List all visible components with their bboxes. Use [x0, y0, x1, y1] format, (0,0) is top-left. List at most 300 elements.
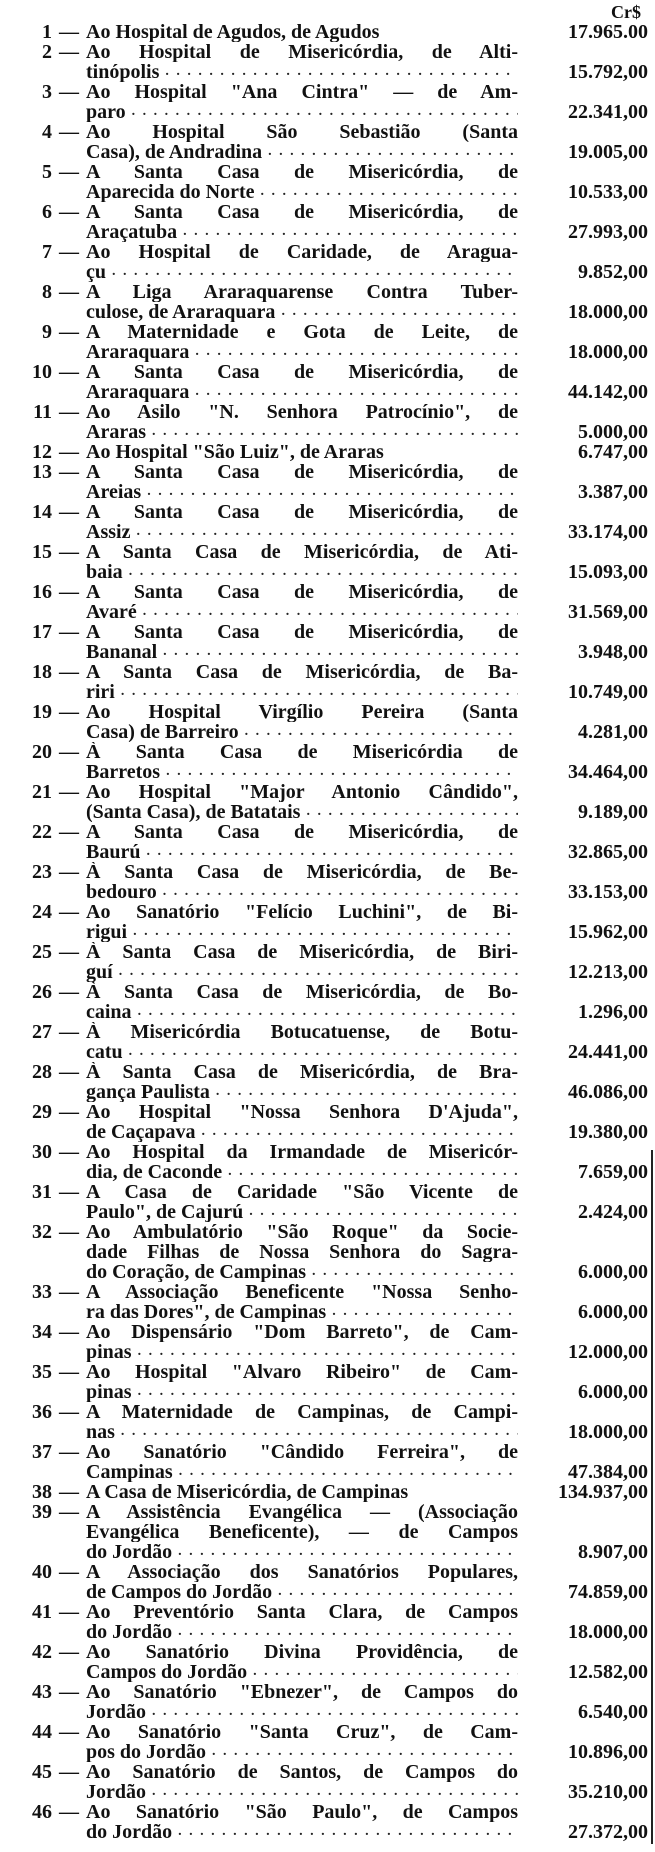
list-item: [0, 462, 655, 502]
list-item: [0, 1482, 655, 1502]
entry-text: [86, 982, 518, 1022]
list-item: [0, 402, 655, 442]
entry-line-text: do Jordão: [86, 1542, 173, 1562]
list-item: [0, 362, 655, 402]
entry-amount: 12.582,00: [568, 1661, 648, 1683]
entry-number: 32: [32, 1221, 52, 1243]
entry-number: 22: [32, 821, 52, 843]
entry-text: [86, 582, 518, 622]
entry-line: Ao Hospital São Sebastião (Santa: [86, 122, 518, 142]
entry-line: [86, 1582, 518, 1602]
entry-text: [86, 502, 518, 542]
dot-leader: [138, 1382, 518, 1402]
list-item: [0, 982, 655, 1022]
list-item: [0, 1562, 655, 1602]
dot-leader: [332, 1302, 518, 1322]
entry-line: [86, 722, 518, 742]
entry-line: [86, 262, 518, 282]
entry-amount: 15.962,00: [568, 921, 648, 943]
entry-text: [86, 1762, 518, 1802]
entry-dash: —: [59, 1321, 79, 1343]
entry-amount: 46.086,00: [568, 1081, 648, 1103]
dot-leader: [178, 1822, 518, 1842]
entry-number: 41: [32, 1601, 52, 1623]
entry-text: [86, 282, 518, 322]
dot-leader: [129, 562, 518, 582]
entry-number: 30: [32, 1141, 52, 1163]
entry-dash: —: [59, 21, 79, 43]
dot-leader: [278, 1582, 518, 1602]
entry-text: [86, 942, 518, 982]
dot-leader: [179, 1462, 518, 1482]
entry-line-text: (Santa Casa), de Batatais: [86, 802, 301, 822]
entry-dash: —: [59, 461, 79, 483]
entry-amount: 2.424,00: [578, 1201, 648, 1223]
entry-line: [86, 102, 518, 122]
entry-line: Ao Hospital da Irmandade de Misericór-: [86, 1142, 518, 1162]
entry-line: A Maternidade e Gota de Leite, de: [86, 322, 518, 342]
entry-dash: —: [59, 661, 79, 683]
entry-dash: —: [59, 581, 79, 603]
entry-line: À Santa Casa de Misericórdia, de Bo-: [86, 982, 518, 1002]
dot-leader: [133, 922, 518, 942]
dot-leader: [212, 1742, 518, 1762]
entry-number: 21: [32, 781, 52, 803]
entry-line: [86, 642, 518, 662]
list-item: [0, 662, 655, 702]
list-item: [0, 502, 655, 542]
entry-amount: 6.540,00: [578, 1701, 648, 1723]
entry-line: [86, 142, 518, 162]
entry-line: [86, 482, 518, 502]
entry-amount: 1.296,00: [578, 1001, 648, 1023]
entry-line-text: Jordão: [86, 1702, 146, 1722]
entry-dash: —: [59, 981, 79, 1003]
dot-leader: [136, 522, 518, 542]
entry-line: Ao Preventório Santa Clara, de Campos: [86, 1602, 518, 1622]
entry-dash: —: [59, 541, 79, 563]
entry-amount: 10.749,00: [568, 681, 648, 703]
entry-text: [86, 1802, 518, 1842]
entry-dash: —: [59, 1761, 79, 1783]
list-item: [0, 1602, 655, 1642]
dot-leader: [312, 1262, 518, 1282]
entry-amount: 33.153,00: [568, 881, 648, 903]
entry-line: A Santa Casa de Misericórdia, de Ati-: [86, 542, 518, 562]
entry-text: [86, 662, 518, 702]
entry-number: 15: [32, 541, 52, 563]
entry-line: [86, 562, 518, 582]
entry-amount: 134.937,00: [558, 1481, 648, 1503]
entry-line: [86, 1542, 518, 1562]
entry-number: 19: [32, 701, 52, 723]
list-item: [0, 1402, 655, 1442]
entry-line-text: rigui: [86, 922, 128, 942]
entry-line: À Santa Casa de Misericórdia de: [86, 742, 518, 762]
entry-number: 16: [32, 581, 52, 603]
entry-line: [86, 1042, 518, 1062]
entry-text: [86, 462, 518, 502]
entry-line: [86, 1002, 518, 1022]
entry-amount: 17.965.00: [568, 21, 648, 43]
entry-dash: —: [59, 401, 79, 423]
entry-dash: —: [59, 201, 79, 223]
entry-dash: —: [59, 281, 79, 303]
entry-amount: 47.384,00: [568, 1461, 648, 1483]
entry-line-text: baia: [86, 562, 123, 582]
list-item: [0, 202, 655, 242]
entry-text: [86, 1062, 518, 1102]
entry-line: [86, 22, 518, 42]
entry-text: [86, 402, 518, 442]
entry-line: A Associação dos Sanatórios Populares,: [86, 1562, 518, 1582]
list-item: [0, 1642, 655, 1682]
entry-dash: —: [59, 1641, 79, 1663]
entry-line-text: do Jordão: [86, 1822, 173, 1842]
entry-number: 10: [32, 361, 52, 383]
entry-text: [86, 702, 518, 742]
entry-number: 45: [32, 1761, 52, 1783]
entry-text: [86, 1602, 518, 1642]
entry-dash: —: [59, 81, 79, 103]
list-item: [0, 822, 655, 862]
entry-line-text: Campinas: [86, 1462, 173, 1482]
entry-text: [86, 1682, 518, 1722]
entry-line: [86, 1162, 518, 1182]
entry-amount: 18.000,00: [568, 301, 648, 323]
entry-line-text: Araras: [86, 422, 146, 442]
list-item: [0, 1322, 655, 1362]
entry-line-text: Barretos: [86, 762, 161, 782]
entry-text: [86, 1142, 518, 1182]
entry-text: [86, 1022, 518, 1062]
list-item: [0, 162, 655, 202]
entry-amount: 6.747,00: [578, 441, 648, 463]
entry-dash: —: [59, 1681, 79, 1703]
entry-line: A Santa Casa de Misericórdia, de: [86, 202, 518, 222]
entry-number: 18: [32, 661, 52, 683]
entry-line-text: pos do Jordão: [86, 1742, 207, 1762]
entry-dash: —: [59, 501, 79, 523]
entry-line-text: Baurú: [86, 842, 141, 862]
entry-line-text: Bananal: [86, 642, 158, 662]
dot-leader: [138, 1002, 518, 1022]
dot-leader: [216, 1082, 518, 1102]
entry-number: 39: [32, 1501, 52, 1523]
entry-line: [86, 1262, 518, 1282]
dot-leader: [249, 1202, 518, 1222]
entry-text: [86, 1322, 518, 1362]
list-item: [0, 742, 655, 782]
entry-line: [86, 1662, 518, 1682]
entry-text: [86, 42, 518, 82]
entry-line-text: caina: [86, 1002, 132, 1022]
entry-text: [86, 742, 518, 782]
list-item: [0, 1182, 655, 1222]
list-item: [0, 1142, 655, 1182]
entry-number: 17: [32, 621, 52, 643]
entry-dash: —: [59, 121, 79, 143]
entry-line: [86, 1462, 518, 1482]
entry-number: 42: [32, 1641, 52, 1663]
entry-text: [86, 1442, 518, 1482]
entry-line: [86, 1702, 518, 1722]
entry-dash: —: [59, 441, 79, 463]
entry-text: [86, 1562, 518, 1602]
list-item: [0, 122, 655, 162]
entry-line: [86, 682, 518, 702]
entry-text: [86, 322, 518, 362]
entry-line-text: A Casa de Misericórdia, de Campinas: [86, 1482, 409, 1502]
entry-dash: —: [59, 1061, 79, 1083]
entry-dash: —: [59, 1021, 79, 1043]
entry-dash: —: [59, 1561, 79, 1583]
entry-line-text: Araçatuba: [86, 222, 178, 242]
entry-line-text: nas: [86, 1422, 115, 1442]
entry-number: 29: [32, 1101, 52, 1123]
dot-leader: [261, 182, 519, 202]
entry-text: [86, 22, 518, 42]
entry-dash: —: [59, 1221, 79, 1243]
dot-leader: [178, 1622, 518, 1642]
entry-amount: 24.441,00: [568, 1041, 648, 1063]
entry-text: [86, 442, 518, 462]
entry-line: A Assistência Evangélica — (Associação: [86, 1502, 518, 1522]
entry-line: Ao Sanatório de Santos, de Campos do: [86, 1762, 518, 1782]
list-item: [0, 322, 655, 362]
entry-number: 13: [32, 461, 52, 483]
list-item: [0, 1802, 655, 1842]
list-item: [0, 1062, 655, 1102]
entry-line-text: Casa) de Barreiro: [86, 722, 239, 742]
entry-text: [86, 162, 518, 202]
entry-dash: —: [59, 241, 79, 263]
dot-leader: [143, 602, 518, 622]
entry-line: [86, 522, 518, 542]
entry-dash: —: [59, 1501, 79, 1523]
entry-dash: —: [59, 1141, 79, 1163]
entry-line-text: Jordão: [86, 1782, 146, 1802]
entry-amount: 4.281,00: [578, 721, 648, 743]
entry-text: [86, 362, 518, 402]
entry-line-text: Aparecida do Norte: [86, 182, 255, 202]
entry-line-text: çu: [86, 262, 106, 282]
entry-dash: —: [59, 821, 79, 843]
entry-line: A Santa Casa de Misericórdia, de: [86, 822, 518, 842]
entry-text: [86, 862, 518, 902]
entry-line: [86, 62, 518, 82]
entry-line: À Santa Casa de Misericórdia, de Biri-: [86, 942, 518, 962]
entry-line: [86, 222, 518, 242]
entry-number: 20: [32, 741, 52, 763]
entry-line: Ao Hospital de Misericórdia, de Alti-: [86, 42, 518, 62]
dot-leader: [138, 1342, 518, 1362]
entry-dash: —: [59, 941, 79, 963]
entry-amount: 18.000,00: [568, 1621, 648, 1643]
entry-number: 33: [32, 1281, 52, 1303]
entry-line: A Santa Casa de Misericórdia, de: [86, 502, 518, 522]
entry-amount: 15.093,00: [568, 561, 648, 583]
entry-line-text: pinas: [86, 1342, 132, 1362]
list-item: [0, 282, 655, 322]
entry-line: [86, 802, 518, 822]
entry-line: [86, 1822, 518, 1842]
entry-number: 23: [32, 861, 52, 883]
entry-line-text: Ao Hospital de Agudos, de Agudos: [86, 22, 380, 42]
entry-dash: —: [59, 1721, 79, 1743]
entry-amount: 8.907,00: [578, 1541, 648, 1563]
entry-text: [86, 622, 518, 662]
entry-line-text: de Caçapava: [86, 1122, 196, 1142]
dot-leader: [195, 382, 518, 402]
entry-line: [86, 1622, 518, 1642]
column-rule: [651, 1150, 653, 1844]
dot-leader: [195, 342, 518, 362]
entry-line: Ao Hospital "Nossa Senhora D'Ajuda",: [86, 1102, 518, 1122]
entry-line: Ao Hospital Virgílio Pereira (Santa: [86, 702, 518, 722]
entry-amount: 27.372,00: [568, 1821, 648, 1843]
entry-line-text: Assiz: [86, 522, 131, 542]
entry-line-text: Ao Hospital "São Luiz", de Araras: [86, 442, 384, 462]
entry-line: Ao Sanatório Divina Providência, de: [86, 1642, 518, 1662]
dot-leader: [121, 682, 518, 702]
list-item: [0, 22, 655, 42]
entry-line: Ao Sanatório "Ebnezer", de Campos do: [86, 1682, 518, 1702]
entry-amount: 35.210,00: [568, 1781, 648, 1803]
dot-leader: [178, 1542, 518, 1562]
entry-amount: 9.852,00: [578, 261, 648, 283]
list-item: [0, 702, 655, 742]
dot-leader: [183, 222, 518, 242]
entry-line: A Santa Casa de Misericórdia, de: [86, 462, 518, 482]
entry-text: [86, 1482, 518, 1502]
entry-line: [86, 1382, 518, 1402]
dot-leader: [245, 722, 518, 742]
dot-leader: [163, 882, 518, 902]
dot-leader: [147, 482, 518, 502]
list-item: [0, 242, 655, 282]
entry-number: 37: [32, 1441, 52, 1463]
entry-dash: —: [59, 361, 79, 383]
list-item: [0, 862, 655, 902]
entry-line: [86, 762, 518, 782]
dot-leader: [121, 1422, 518, 1442]
entry-line: [86, 382, 518, 402]
dot-leader: [201, 1122, 518, 1142]
entry-dash: —: [59, 1801, 79, 1823]
list-item: [0, 942, 655, 982]
entry-number: 12: [32, 441, 52, 463]
list-item: [0, 82, 655, 122]
entry-dash: —: [59, 1401, 79, 1423]
entry-amount: 31.569,00: [568, 601, 648, 623]
dot-leader: [228, 1162, 518, 1182]
entry-number: 43: [32, 1681, 52, 1703]
list-item: [0, 1102, 655, 1142]
entry-line: Ao Hospital de Caridade, de Aragua-: [86, 242, 518, 262]
entry-amount: 12.000,00: [568, 1341, 648, 1363]
entry-line: Ao Sanatório "Cândido Ferreira", de: [86, 1442, 518, 1462]
entry-line: [86, 1082, 518, 1102]
entry-line: À Misericórdia Botucatuense, de Botu-: [86, 1022, 518, 1042]
entry-dash: —: [59, 1601, 79, 1623]
entry-number: 28: [32, 1061, 52, 1083]
entry-line: Ao Sanatório "Santa Cruz", de Cam-: [86, 1722, 518, 1742]
entry-amount: 9.189,00: [578, 801, 648, 823]
entry-line-text: Araraquara: [86, 382, 190, 402]
entry-number: 24: [32, 901, 52, 923]
list-item: [0, 1502, 655, 1562]
entry-line: À Santa Casa de Misericórdia, de Be-: [86, 862, 518, 882]
dot-leader: [152, 422, 518, 442]
entry-amount: 5.000,00: [578, 421, 648, 443]
list-item: [0, 1282, 655, 1322]
entry-dash: —: [59, 1181, 79, 1203]
entry-number: 35: [32, 1361, 52, 1383]
list-item: [0, 542, 655, 582]
dot-leader: [132, 102, 518, 122]
entry-number: 5: [42, 161, 52, 183]
entry-number: 1: [42, 21, 52, 43]
entry-line: A Santa Casa de Misericórdia, de: [86, 622, 518, 642]
entry-number: 46: [32, 1801, 52, 1823]
entry-number: 2: [42, 41, 52, 63]
entry-text: [86, 82, 518, 122]
entry-line-text: ra das Dores", de Campinas: [86, 1302, 327, 1322]
entry-amount: 74.859,00: [568, 1581, 648, 1603]
allocation-list: [0, 22, 655, 1842]
entry-dash: —: [59, 781, 79, 803]
entry-line: Ao Dispensário "Dom Barreto", de Cam-: [86, 1322, 518, 1342]
list-item: [0, 1022, 655, 1062]
entry-amount: 7.659,00: [578, 1161, 648, 1183]
entry-amount: 10.896,00: [568, 1741, 648, 1763]
entry-text: [86, 902, 518, 942]
list-item: [0, 1222, 655, 1282]
entry-line: [86, 302, 518, 322]
entry-text: [86, 1222, 518, 1282]
entry-line-text: pinas: [86, 1382, 132, 1402]
entry-line: Ao Hospital "Alvaro Ribeiro" de Cam-: [86, 1362, 518, 1382]
entry-line: [86, 1422, 518, 1442]
dot-leader: [165, 62, 518, 82]
entry-amount: 6.000,00: [578, 1381, 648, 1403]
entry-dash: —: [59, 161, 79, 183]
entry-line-text: Areias: [86, 482, 142, 502]
entry-line-text: bedouro: [86, 882, 157, 902]
entry-amount: 3.387,00: [578, 481, 648, 503]
entry-line: [86, 1482, 518, 1502]
entry-text: [86, 1502, 518, 1562]
entry-line: [86, 1742, 518, 1762]
list-item: [0, 42, 655, 82]
entry-line-text: paro: [86, 102, 126, 122]
entry-dash: —: [59, 741, 79, 763]
entry-line: [86, 422, 518, 442]
entry-dash: —: [59, 1101, 79, 1123]
entry-line: A Liga Araraquarense Contra Tuber-: [86, 282, 518, 302]
entry-number: 44: [32, 1721, 52, 1743]
entry-line: Ao Sanatório "Felício Luchini", de Bi-: [86, 902, 518, 922]
entry-line: Ao Hospital "Major Antonio Cândido",: [86, 782, 518, 802]
entry-line: Ao Ambulatório "São Roque" da Socie-: [86, 1222, 518, 1242]
entry-line: [86, 1782, 518, 1802]
entry-text: [86, 1402, 518, 1442]
dot-leader: [112, 262, 518, 282]
entry-line: A Santa Casa de Misericórdia, de: [86, 162, 518, 182]
entry-line-text: Paulo", de Cajurú: [86, 1202, 244, 1222]
dot-leader: [163, 642, 518, 662]
